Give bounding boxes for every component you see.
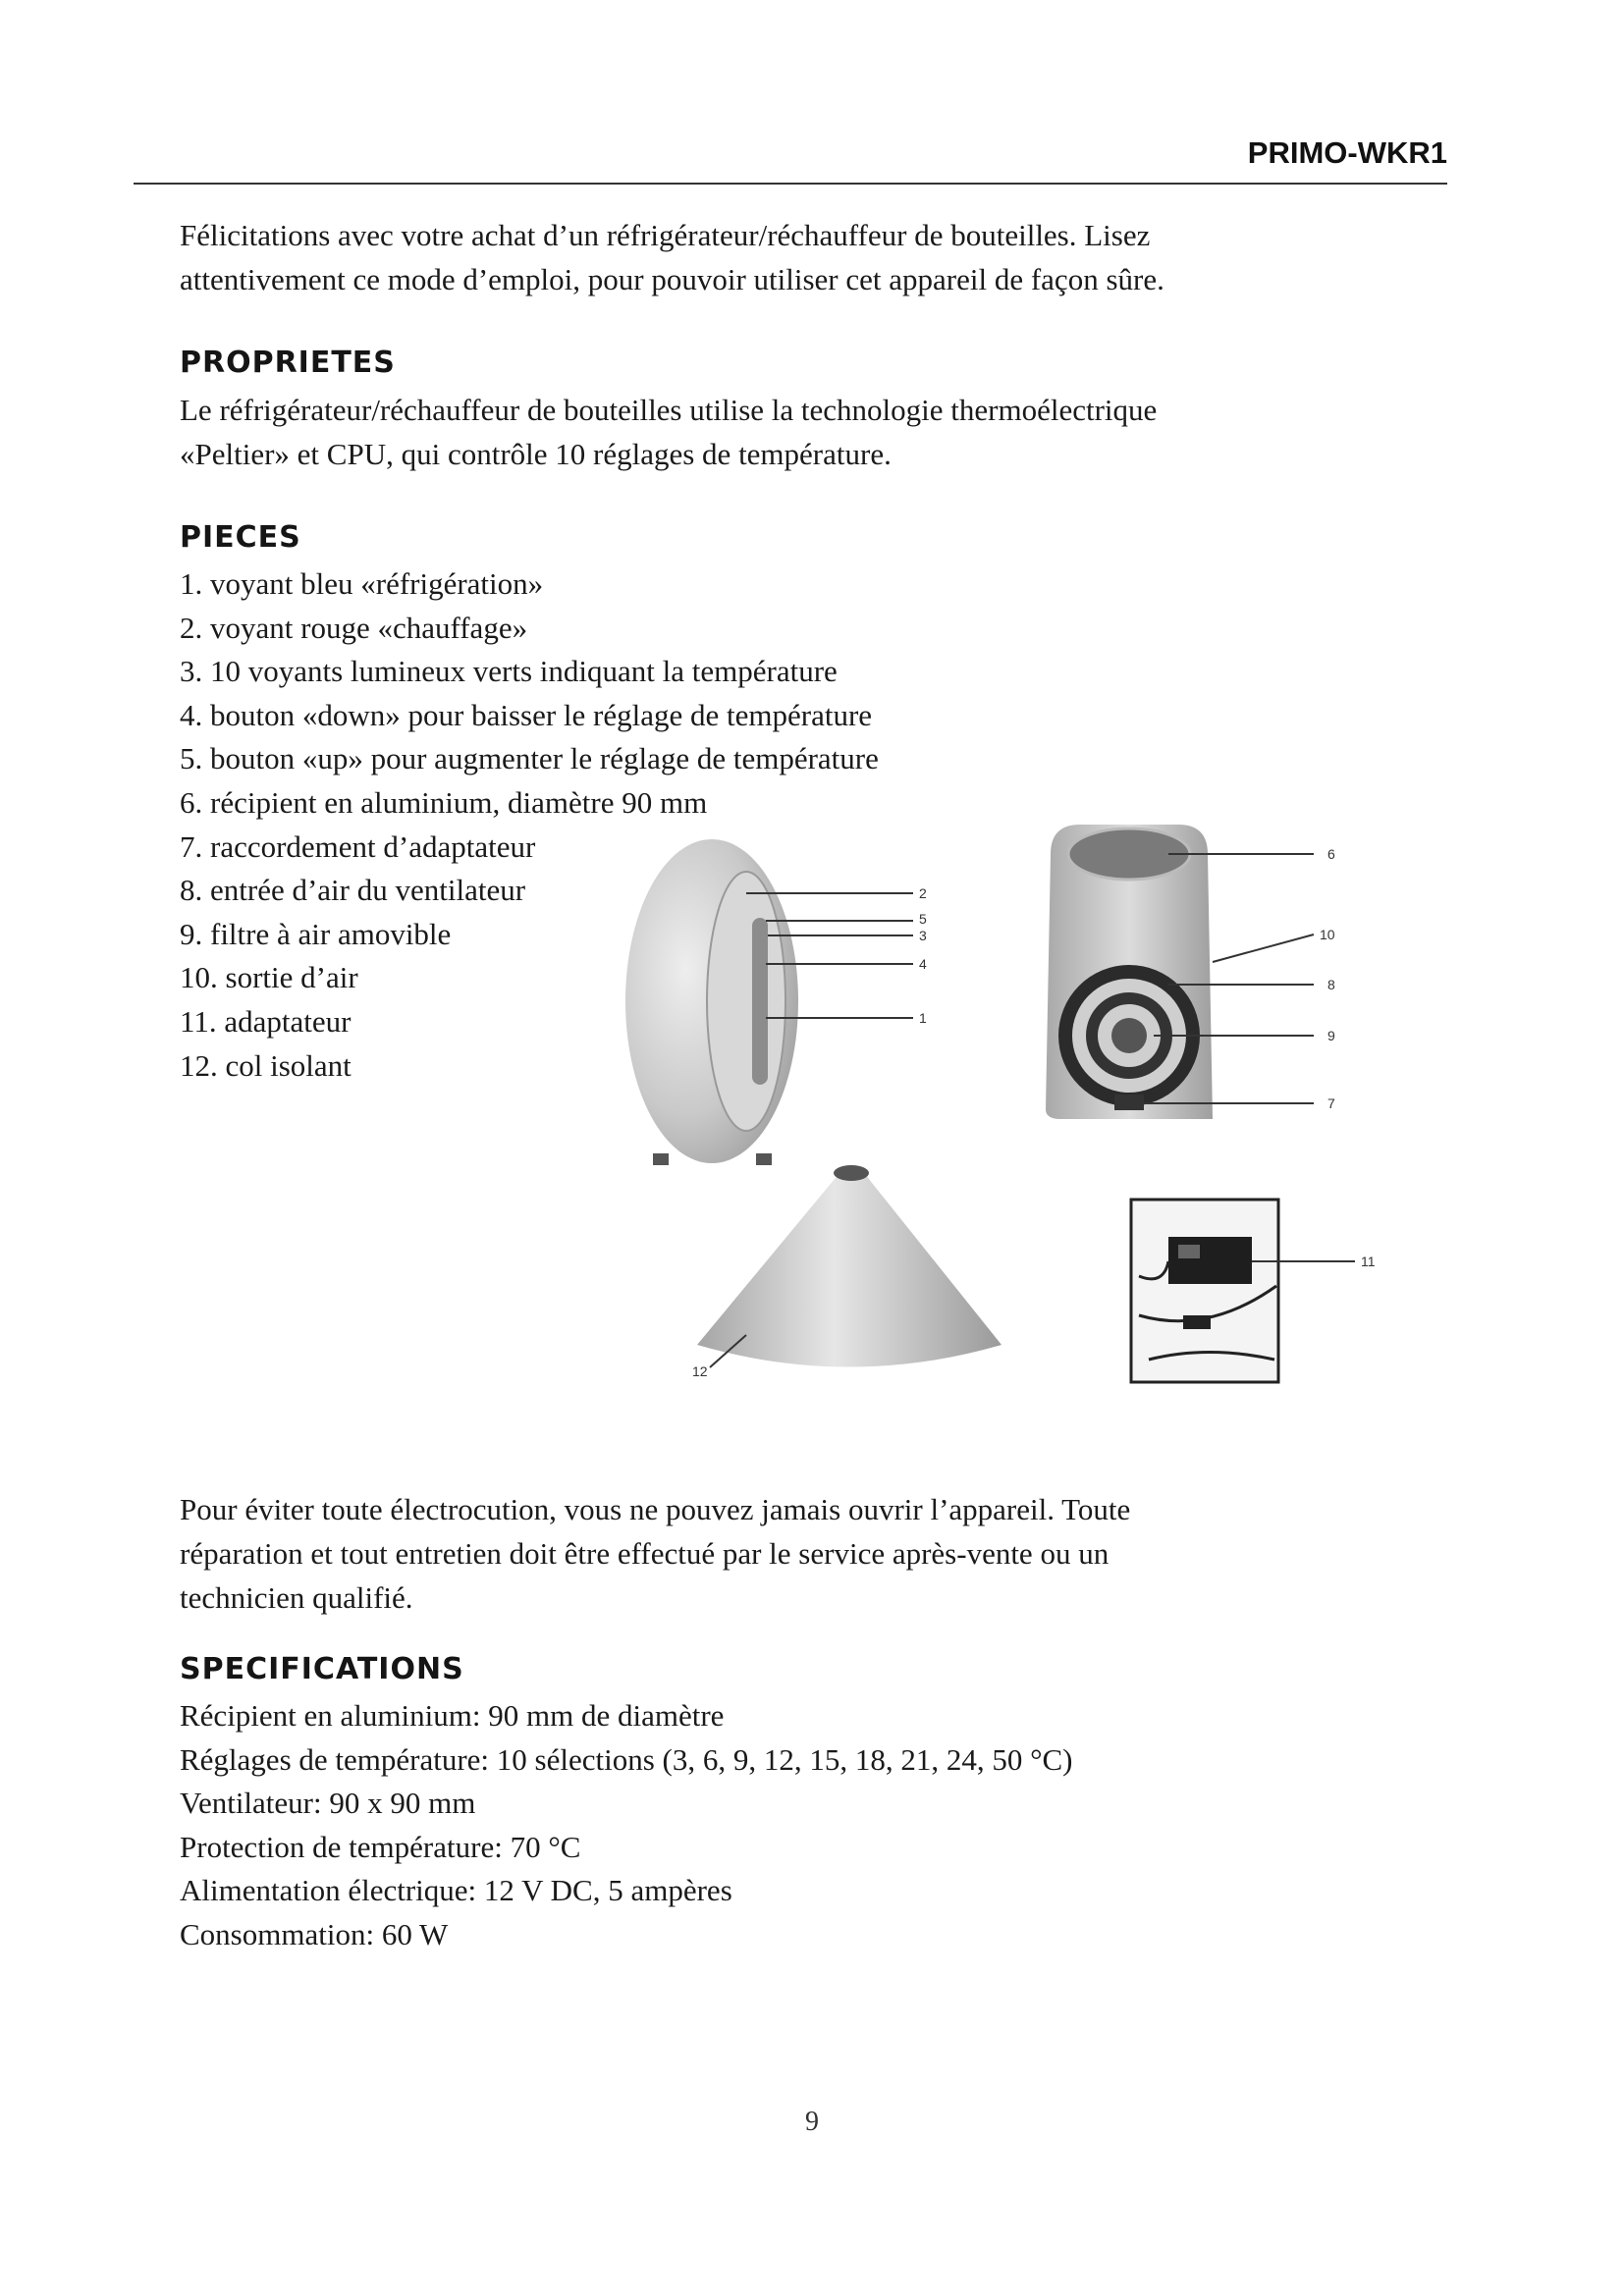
spec-item-4: Protection de température: 70 °C <box>180 1829 581 1864</box>
product-figure <box>619 825 1384 1414</box>
callout-9: 9 <box>1327 1028 1335 1043</box>
piece-item-9: 9. filtre à air amovible <box>180 916 452 951</box>
callout-11: 11 <box>1361 1254 1376 1269</box>
intro-line-1: Félicitations avec votre achat d’un réfrigérateur/réchauffeur de bouteilles. Lisez <box>180 218 1151 252</box>
callout-4: 4 <box>919 956 927 972</box>
proprietes-line-1: Le réfrigérateur/réchauffeur de bouteilles utilise la technologie thermoélectrique <box>180 393 1158 427</box>
callout-3: 3 <box>919 928 927 943</box>
proprietes-heading: PROPRIETES <box>180 346 396 380</box>
piece-item-3: 3. 10 voyants lumineux verts indiquant la température <box>180 654 838 689</box>
side-view-unit <box>625 839 798 1165</box>
callout-6: 6 <box>1327 846 1335 862</box>
spec-item-1: Récipient en aluminium: 90 mm de diamètre <box>180 1698 725 1733</box>
page-number: 9 <box>805 2107 819 2137</box>
safety-line-1: Pour éviter toute électrocution, vous ne pouvez jamais ouvrir l’appareil. Toute <box>180 1492 1131 1526</box>
header-rule <box>134 183 1447 185</box>
callout-12: 12 <box>692 1363 708 1379</box>
safety-line-3: technicien qualifié. <box>180 1580 413 1615</box>
callout-7: 7 <box>1327 1095 1335 1111</box>
piece-item-7: 7. raccordement d’adaptateur <box>180 828 536 864</box>
spec-item-6: Consommation: 60 W <box>180 1916 449 1951</box>
piece-item-1: 1. voyant bleu «réfrigération» <box>180 566 544 601</box>
adapter-photo <box>1131 1200 1278 1382</box>
spec-item-2: Réglages de température: 10 sélections (3, 6, 9, 12, 15, 18, 21, 24, 50 °C) <box>180 1741 1073 1777</box>
piece-item-8: 8. entrée d’air du ventilateur <box>180 873 526 908</box>
callout-5: 5 <box>919 911 927 927</box>
piece-item-2: 2. voyant rouge «chauffage» <box>180 610 528 645</box>
piece-item-6: 6. récipient en aluminium, diamètre 90 mm <box>180 784 708 820</box>
model-header: PRIMO-WKR1 <box>1247 135 1447 170</box>
intro-line-2: attentivement ce mode d’emploi, pour pouvoir utiliser cet appareil de façon sûre. <box>180 262 1164 296</box>
specifications-list <box>180 1694 1073 1957</box>
spec-item-5: Alimentation électrique: 12 V DC, 5 ampères <box>180 1873 732 1908</box>
piece-item-4: 4. bouton «down» pour baisser le réglage de température <box>180 697 873 732</box>
piece-item-5: 5. bouton «up» pour augmenter le réglage de température <box>180 741 879 776</box>
callout-8: 8 <box>1327 977 1335 992</box>
proprietes-line-2: «Peltier» et CPU, qui contrôle 10 réglages de température. <box>180 437 892 471</box>
back-view-unit <box>1046 825 1213 1119</box>
spec-item-3: Ventilateur: 90 x 90 mm <box>180 1786 476 1821</box>
callout-1: 1 <box>919 1010 927 1026</box>
safety-line-2: réparation et tout entretien doit être effectué par le service après-vente ou un <box>180 1536 1110 1571</box>
piece-item-10: 10. sortie d’air <box>180 960 358 995</box>
pieces-heading: PIECES <box>180 520 301 555</box>
piece-item-11: 11. adaptateur <box>180 1003 352 1039</box>
callout-10: 10 <box>1320 927 1335 942</box>
callout-2: 2 <box>919 885 927 901</box>
piece-item-12: 12. col isolant <box>180 1047 352 1083</box>
specifications-heading: SPECIFICATIONS <box>180 1652 464 1686</box>
insulating-collar <box>697 1165 1001 1367</box>
